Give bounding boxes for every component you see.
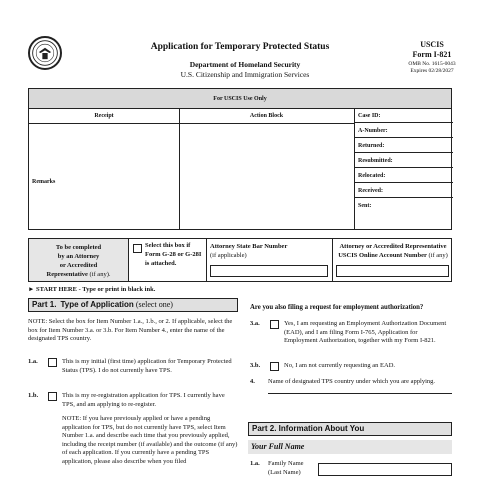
item-1a-text: This is my initial (first time) application for Temporary Protected Status (TPS). I do not currently have TPS. xyxy=(62,358,232,374)
resubmitted-field: Resubmitted: xyxy=(354,154,453,168)
relocated-field: Relocated: xyxy=(354,169,453,183)
item-4-text: Name of designated TPS country under which you are applying. xyxy=(268,378,436,385)
department-name: Department of Homeland Security xyxy=(189,60,301,69)
full-name-heading: Your Full Name xyxy=(248,440,452,454)
bar-number-cell xyxy=(206,239,332,281)
case-id-field: Case ID: xyxy=(354,109,453,123)
item-3a-text: Yes, I am requesting an Employment Authorization Document (EAD), and I am filing Form I-765, Application for Employment Authorization, together with my Form I-821. xyxy=(284,320,447,344)
family-name-number: 1.a. xyxy=(250,460,260,467)
item-1b-checkbox[interactable] xyxy=(48,392,57,401)
item-3a xyxy=(250,320,452,356)
ead-question: Are you also filing a request for employment authorization? xyxy=(250,304,424,311)
item-1b-number: 1.b. xyxy=(28,392,39,399)
received-field: Received: xyxy=(354,184,453,198)
item-3a-checkbox[interactable] xyxy=(270,320,279,329)
g28-checkbox-label: Select this box if Form G-28 or G-28I is attached. xyxy=(145,242,202,267)
attorney-notice-text: Representative xyxy=(46,271,88,278)
omb-info xyxy=(392,61,472,75)
online-account-label-wrap xyxy=(336,242,450,260)
action-block-label: Action Block xyxy=(249,113,284,119)
part1-number: Part 1. xyxy=(32,300,57,309)
item-1a-checkbox[interactable] xyxy=(48,358,57,367)
if-any-note: (if any). xyxy=(89,271,111,278)
item-4 xyxy=(250,378,452,394)
g28-checkbox[interactable] xyxy=(133,244,142,253)
family-name-label: Family Name (Last Name) xyxy=(268,460,304,476)
divider xyxy=(179,109,180,230)
online-account-cell xyxy=(332,239,453,281)
tps-country-input[interactable] xyxy=(268,393,452,394)
attorney-notice-line: by an Attorney xyxy=(57,253,100,260)
agency-name: U.S. Citizenship and Immigration Services xyxy=(180,70,310,79)
attorney-section xyxy=(28,238,452,282)
item-3b-checkbox[interactable] xyxy=(270,362,279,371)
expiration-date: Expires 02/28/2027 xyxy=(410,68,454,74)
omb-number: OMB No. 1615-0043 xyxy=(408,61,456,67)
sent-field: Sent: xyxy=(358,203,372,209)
attorney-notice xyxy=(29,239,129,281)
start-here-instruction: ► START HERE - Type or print in black ink. xyxy=(28,286,156,293)
bar-number-note: (if applicable) xyxy=(210,252,247,259)
receipt-label: Receipt xyxy=(94,113,114,119)
item-1b xyxy=(28,392,238,412)
divider xyxy=(29,123,354,124)
part1-note2: NOTE: If you have previously applied or have a pending application for TPS, but do not currently have TPS, select Item Number 1.a. and describe each time that you previously applied, including the receipt number (if available) and the outcome (if any) of each application. If you currently have a pending TPS application, please also describe when you filed xyxy=(62,415,238,465)
part2-heading: Part 2. Information About You xyxy=(248,422,452,436)
attorney-notice-line xyxy=(29,270,128,279)
a-number-field: A-Number: xyxy=(354,124,453,138)
item-3b-text: No, I am not currently requesting an EAD. xyxy=(284,362,396,369)
part1-note: (select one) xyxy=(135,300,173,309)
item-3a-number: 3.a. xyxy=(250,320,260,327)
item-1b-text: This is my re-registration application for TPS. I currently have TPS, and am applying to re-register. xyxy=(62,392,225,408)
attorney-notice-line: or Accredited xyxy=(59,262,98,269)
bar-number-input[interactable] xyxy=(210,265,328,277)
item-1a xyxy=(28,358,238,378)
family-name-input[interactable] xyxy=(318,463,452,476)
uscis-use-only-box xyxy=(28,88,452,230)
form-number: Form I-821 xyxy=(412,50,452,59)
dhs-seal-icon xyxy=(28,36,62,70)
uscis-use-heading: For USCIS Use Only xyxy=(29,89,451,109)
remarks-label: Remarks xyxy=(32,179,56,185)
part1-instructions: NOTE: Select the box for Item Number 1.a., 1.b., or 2. If applicable, select the box for Item Number 3.a. or 3.b. For Item Number 4., enter the name of the designated TPS country. xyxy=(28,318,233,342)
form-id xyxy=(400,40,464,60)
item-3b xyxy=(250,362,452,374)
attorney-notice-line: To be completed xyxy=(55,244,102,251)
form-title: Application for Temporary Protected Status xyxy=(150,42,330,52)
part1-heading xyxy=(28,298,238,312)
item-3b-number: 3.b. xyxy=(250,362,261,369)
online-account-input[interactable] xyxy=(336,265,449,277)
uscis-label: USCIS xyxy=(420,40,444,49)
item-1a-number: 1.a. xyxy=(28,358,38,365)
online-account-note: (if any) xyxy=(428,252,448,259)
online-account-label: Attorney or Accredited Representative USCIS Online Account Number xyxy=(338,243,447,259)
item-4-number: 4. xyxy=(250,378,255,385)
part1-title: Type of Application xyxy=(60,300,134,309)
returned-field: Returned: xyxy=(354,139,453,153)
bar-number-label: Attorney State Bar Number xyxy=(210,243,288,250)
